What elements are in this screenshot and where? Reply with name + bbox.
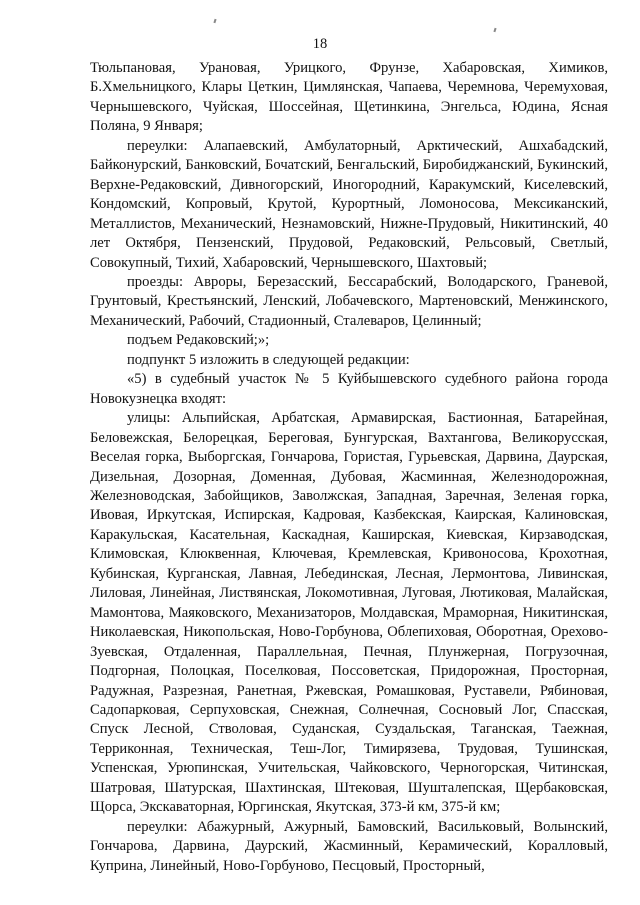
paragraph-passages: проезды: Авроры, Березасский, Бессарабский, Володарского, Граневой, Грунтовый, Крестьянский, Ленский, Лобачевского, Мартеновский, Менжинского, Механический, Рабочий, Стадионный, Сталеваров, Целинный; bbox=[90, 273, 608, 329]
scan-mark bbox=[493, 28, 496, 32]
document-body bbox=[90, 59, 608, 876]
paragraph-streets-continued: Тюльпановая, Урановая, Урицкого, Фрунзе, Хабаровская, Химиков, Б.Хмельницкого, Клары Цеткин, Цимлянская, Чапаева, Черемнова, Черемуховая, Чернышевского, Чуйская, Шоссейная, Щетинкина, Энгельса, Юдина, Ясная Поляна, 9 Января; bbox=[90, 60, 608, 135]
paragraph-section-5-lanes: переулки: Абажурный, Ажурный, Бамовский, Васильковый, Волынский, Гончарова, Дарвина, Даурский, Жасминный, Керамический, Коралловый, Куприна, Линейный, Ново-Горбуново, Песцовый, Просторный, bbox=[90, 818, 608, 874]
paragraph-section-5-streets: улицы: Альпийская, Арбатская, Армавирская, Бастионная, Батарейная, Беловежская, Белорецкая, Береговая, Бунгурская, Вахтангова, Великорусская, Веселая горка, Выборгская, Гончарова, Гористая, Гурьевская, Дарвина, Даурская, Дизельная, Дозорная, Доменная, Дубовая, Жасминная, Железнодорожная, Железноводская, Забойщиков, Заволжская, Западная, Заречная, Зеленая горка, Ивовая, Иркутская, Испирская, Кадровая, Казбекская, Каирская, Калиновская, Каракульская, Касательная, Каскадная, Каширская, Киевская, Кирзаводская, Климовская, Клюквенная, Ключевая, Кремлевская, Кривоносова, Крохотная, Кубинская, Курганская, Лавная, Лебединская, Лесная, Лермонтова, Ливинская, Лиловая, Линейная, Листвянская, Локомотивная, Луговая, Лютиковая, Малайская, Мамонтова, Маяковского, Механизаторов, Молдавская, Мраморная, Никитинская, Николаевская, Никопольская, Ново-Горбунова, Облепиховая, Оборотная, Орехово-Зуевская, Отдаленная, Параллельная, Печная, Плунжерная, Погрузочная, Подгорная, Полоцкая, Поселковая, Поссоветская, Придорожная, Просторная, Радужная, Разрезная, Ранетная, Ржевская, Ромашковая, Руставели, Рябиновая, Садопарковая, Серпуховская, Снежная, Солнечная, Сосновый Лог, Спасская, Спуск Лесной, Стволовая, Суданская, Суздальская, Таганская, Таежная, Терриконная, Техническая, Теш-Лог, Тимирязева, Трудовая, Тушинская, Успенская, Урюпинская, Учительская, Чайковского, Черногорская, Читинская, Шатровая, Шатурская, Шахтинская, Штековая, Шушталепская, Щербаковская, Щорса, Экскаваторная, Юргинская, Якутская, 373-й км, 375-й км; bbox=[90, 410, 608, 816]
paragraph-section-5-heading: «5) в судебный участок № 5 Куйбышевского судебного района города Новокузнецка входят: bbox=[90, 371, 608, 407]
paragraph-ascent: подъем Редаковский;»; bbox=[127, 332, 270, 349]
paragraph-subclause-intro: подпункт 5 изложить в следующей редакции: bbox=[127, 351, 410, 368]
paragraph-lanes: переулки: Алапаевский, Амбулаторный, Арктический, Ашхабадский, Байконурский, Банковский, Бочатский, Бенгальский, Биробиджанский, Букинский, Верхне-Редаковский, Дивногорский, Иногородний, Каракумский, Киселевский, Кондомский, Копровый, Крутой, Курортный, Ломоносова, Мексиканский, Металлистов, Механический, Незнамовский, Нижне-Прудовый, Никитинский, 40 лет Октября, Пензенский, Прудовой, Редаковский, Рельсовый, Светлый, Совокупный, Тихий, Хабаровский, Чернышевского, Шахтовый; bbox=[90, 137, 608, 271]
page-number: 18 bbox=[312, 36, 328, 52]
scan-mark bbox=[213, 19, 216, 23]
